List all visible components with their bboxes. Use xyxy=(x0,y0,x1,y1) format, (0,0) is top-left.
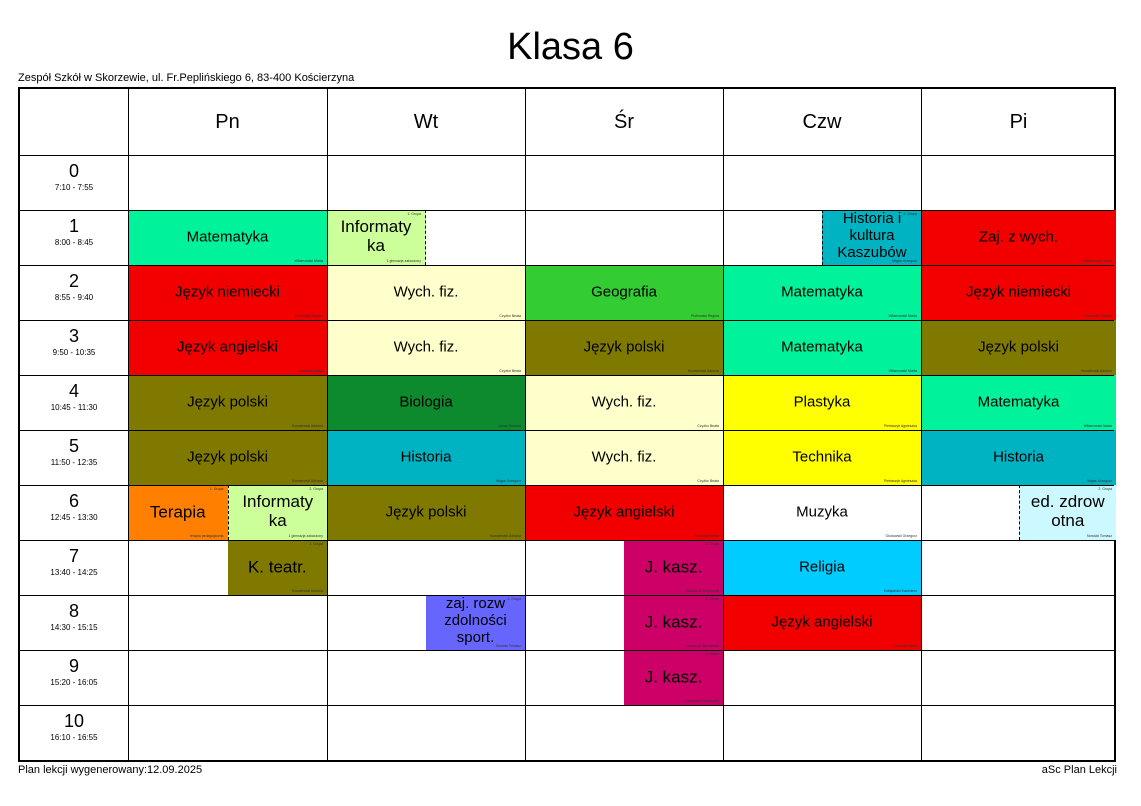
lesson-teacher: Piotrowski Regina xyxy=(690,314,719,318)
lesson-teacher: Kołłątański Kazimierz xyxy=(883,589,917,593)
grid-column-divider xyxy=(921,89,922,760)
lesson-group: 1. Grupa xyxy=(407,212,421,216)
lesson-cell[interactable] xyxy=(228,485,328,540)
lesson-teacher: Pietraszyk Agnieszka xyxy=(883,424,917,428)
lesson-subject: Język polski xyxy=(978,338,1059,356)
lesson-subject: Plastyka xyxy=(793,393,851,411)
grid-row-divider xyxy=(20,650,1114,651)
lesson-subject: Geografia xyxy=(591,283,657,301)
lesson-cell[interactable] xyxy=(624,540,723,595)
period-number: 9 xyxy=(68,656,79,676)
lesson-cell[interactable] xyxy=(624,595,723,650)
lesson-teacher: Kowalewski Adriana xyxy=(291,424,323,428)
period-time: 16:10 - 16:55 xyxy=(50,733,98,742)
lesson-group: 2. Grupa xyxy=(705,597,719,601)
lesson-group: 2. Grupa xyxy=(309,487,323,491)
lesson-cell[interactable] xyxy=(525,265,723,320)
day-header: Pi xyxy=(1009,110,1028,133)
lesson-teacher: Wilamowski Marta xyxy=(1083,424,1112,428)
period-label xyxy=(20,320,128,375)
lesson-subject: Język polski xyxy=(187,448,268,466)
lesson-teacher: Piotrowski Regina xyxy=(1083,314,1112,318)
grid-row-divider xyxy=(20,375,1114,376)
lesson-teacher: Wilamowski Marta xyxy=(888,369,917,373)
lesson-subject: Język polski xyxy=(187,393,268,411)
timetable-grid xyxy=(18,87,1116,762)
period-time: 11:50 - 12:35 xyxy=(50,458,98,467)
lesson-teacher: Czyżko Beata xyxy=(697,424,719,428)
lesson-teacher: Nowicki Tomasz xyxy=(1086,534,1112,538)
period-time: 12:45 - 13:30 xyxy=(50,513,98,522)
lesson-group: 1. Grupa xyxy=(209,487,224,491)
period-label xyxy=(20,430,128,485)
lesson-subject: Muzyka xyxy=(796,503,848,521)
lesson-subject: Zaj. z wych. xyxy=(978,228,1059,246)
grid-column-divider xyxy=(128,89,129,760)
lesson-subject: Język niemiecki xyxy=(965,283,1072,301)
lesson-subject: Wych. fiz. xyxy=(591,393,657,411)
lesson-teacher: Migas Grzegorz xyxy=(1087,479,1112,483)
lesson-subject: Język angielski xyxy=(771,613,873,631)
generator-credit: aSc Plan Lekcji xyxy=(1041,764,1117,776)
grid-row-divider xyxy=(20,595,1114,596)
lesson-group: 2. Grupa xyxy=(705,542,719,546)
lesson-subject: Religia xyxy=(799,558,845,576)
lesson-cell[interactable] xyxy=(426,595,525,650)
lesson-teacher: Kowalewski Adriana xyxy=(489,534,521,538)
lesson-cell[interactable] xyxy=(128,210,327,265)
lesson-teacher: Janas Barbara xyxy=(498,424,521,428)
lesson-teacher: Kowalewski Adriana xyxy=(1080,369,1112,373)
grid-row-divider xyxy=(20,265,1114,266)
lesson-group: 2. Grupa xyxy=(507,597,521,601)
lesson-subject: Matematyka xyxy=(781,338,863,356)
lesson-subject: Język angielski xyxy=(177,338,278,356)
lesson-teacher: terapia pedagogiczna xyxy=(190,534,224,538)
lesson-cell[interactable] xyxy=(723,595,921,650)
lesson-cell[interactable] xyxy=(128,485,228,540)
lesson-cell[interactable] xyxy=(723,485,921,540)
lesson-subject: Matematyka xyxy=(977,393,1060,411)
lesson-cell[interactable] xyxy=(128,265,327,320)
lesson-cell[interactable] xyxy=(327,210,426,265)
period-time: 10:45 - 11:30 xyxy=(50,403,98,412)
lesson-teacher: Kowalewski Adriana xyxy=(687,369,719,373)
lesson-cell[interactable] xyxy=(327,320,525,375)
period-time: 7:10 - 7:55 xyxy=(54,183,94,192)
school-address: Zespół Szkół w Skorzewie, ul. Fr.Peplińskiego 6, 83-400 Kościerzyna xyxy=(18,72,355,84)
lesson-subject: Terapia xyxy=(149,502,206,522)
lesson-teacher: Kowalczyk Bernadeta xyxy=(685,644,719,648)
period-label xyxy=(20,540,128,595)
lesson-subject: J. kasz. xyxy=(644,612,703,632)
lesson-subject: Język angielski xyxy=(573,503,675,521)
lesson-teacher: Czyżko Beata xyxy=(697,479,719,483)
lesson-subject: Historia xyxy=(400,448,452,466)
lesson-cell[interactable] xyxy=(723,430,921,485)
period-number: 10 xyxy=(63,711,85,731)
lesson-teacher: Migas Grzegorz xyxy=(496,479,521,483)
lesson-teacher: Kowalski Marta xyxy=(695,534,719,538)
lesson-group: 2. Grupa xyxy=(705,652,719,656)
lesson-teacher: Czyżko Beata xyxy=(499,369,521,373)
lesson-teacher: 1 gimnazja zakaczony xyxy=(288,534,323,538)
day-header: Śr xyxy=(614,110,634,133)
lesson-subject: Informaty ka xyxy=(242,491,314,530)
lesson-teacher: Wilamowski Marta xyxy=(888,314,917,318)
grid-row-divider xyxy=(20,210,1114,211)
lesson-cell[interactable] xyxy=(128,375,327,430)
period-label xyxy=(20,595,128,650)
lesson-cell[interactable] xyxy=(327,485,525,540)
lesson-teacher: Kowalewski Adriana xyxy=(291,589,323,593)
lesson-cell[interactable] xyxy=(723,265,921,320)
lesson-cell[interactable] xyxy=(921,320,1116,375)
lesson-teacher: Kowalski Marta xyxy=(893,644,917,648)
lesson-subject: Wych. fiz. xyxy=(393,283,459,301)
period-number: 0 xyxy=(68,161,79,181)
lesson-teacher: 1 gimnazja zakaczony xyxy=(386,259,421,263)
lesson-subject: Język polski xyxy=(385,503,467,521)
day-header: Wt xyxy=(413,110,439,133)
lesson-subject: ed. zdrow otna xyxy=(1030,491,1105,530)
lesson-cell[interactable] xyxy=(525,485,723,540)
period-label xyxy=(20,375,128,430)
period-number: 2 xyxy=(68,271,79,291)
period-number: 8 xyxy=(68,601,79,621)
lesson-subject: J. kasz. xyxy=(644,557,703,577)
grid-row-divider xyxy=(20,430,1114,431)
grid-column-divider xyxy=(723,89,724,760)
lesson-subject: Język niemiecki xyxy=(174,283,281,301)
period-time: 15:20 - 16:05 xyxy=(50,678,98,687)
lesson-cell[interactable] xyxy=(723,375,921,430)
period-label xyxy=(20,265,128,320)
lesson-subject: J. kasz. xyxy=(644,667,703,687)
lesson-group: 2. Grupa xyxy=(1098,487,1112,491)
lesson-teacher: Wilamowski Marta xyxy=(294,259,323,263)
lesson-teacher: Kowalczyk Bernadeta xyxy=(685,589,719,593)
lesson-subject: Historia i kultura Kaszubów xyxy=(837,210,907,261)
lesson-cell[interactable] xyxy=(525,375,723,430)
lesson-teacher: Nowicki Tomasz xyxy=(495,644,521,648)
lesson-cell[interactable] xyxy=(624,650,723,705)
lesson-group: 2. Grupa xyxy=(309,542,323,546)
grid-column-divider xyxy=(327,89,328,760)
period-time: 8:00 - 8:45 xyxy=(54,238,94,247)
lesson-cell[interactable] xyxy=(822,210,921,265)
lesson-teacher: Pietraszyk Agnieszka xyxy=(883,479,917,483)
period-number: 6 xyxy=(68,491,79,511)
period-number: 1 xyxy=(68,216,79,236)
lesson-cell[interactable] xyxy=(128,430,327,485)
lesson-subject: Technika xyxy=(792,448,852,466)
lesson-cell[interactable] xyxy=(1019,485,1117,540)
period-time: 9:50 - 10:35 xyxy=(52,348,96,357)
lesson-subject: Historia xyxy=(993,448,1044,466)
lesson-subject: Język polski xyxy=(583,338,665,356)
lesson-cell[interactable] xyxy=(723,540,921,595)
grid-row-divider xyxy=(20,320,1114,321)
lesson-subject: K. teatr. xyxy=(247,557,307,577)
lesson-cell[interactable] xyxy=(128,320,327,375)
period-time: 13:40 - 14:25 xyxy=(50,568,98,577)
lesson-teacher: Migas Grzegorz xyxy=(892,259,917,263)
period-label xyxy=(20,485,128,540)
grid-column-divider xyxy=(525,89,526,760)
lesson-subject: Wych. fiz. xyxy=(591,448,657,466)
lesson-teacher: Kowalczyk Bernadeta xyxy=(685,699,719,703)
lesson-teacher: Kowalewski Adriana xyxy=(291,479,323,483)
lesson-cell[interactable] xyxy=(921,375,1116,430)
lesson-teacher: Kowalski Marta xyxy=(299,369,323,373)
lesson-teacher: Wilamowski Marta xyxy=(1083,259,1112,263)
lesson-subject: Wych. fiz. xyxy=(393,338,459,356)
lesson-subject: Informaty ka xyxy=(340,216,412,255)
generated-date: Plan lekcji wygenerowany:12.09.2025 xyxy=(18,764,203,776)
lesson-cell[interactable] xyxy=(327,375,525,430)
lesson-cell[interactable] xyxy=(327,265,525,320)
lesson-cell[interactable] xyxy=(228,540,328,595)
period-time: 14:30 - 15:15 xyxy=(50,623,98,632)
lesson-subject: Biologia xyxy=(399,393,453,411)
lesson-cell[interactable] xyxy=(525,430,723,485)
lesson-subject: Matematyka xyxy=(781,283,863,301)
period-label xyxy=(20,155,128,210)
lesson-subject: zaj. rozw zdolności sport. xyxy=(444,595,507,646)
day-header: Czw xyxy=(802,110,842,133)
lesson-teacher: Głodowski Grzegorz xyxy=(885,534,917,538)
period-label xyxy=(20,210,128,265)
lesson-cell[interactable] xyxy=(327,430,525,485)
period-number: 7 xyxy=(68,546,79,566)
period-label xyxy=(20,705,128,760)
lesson-cell[interactable] xyxy=(525,320,723,375)
day-header: Pn xyxy=(215,110,240,133)
grid-row-divider xyxy=(20,705,1114,706)
lesson-cell[interactable] xyxy=(921,430,1116,485)
page-title: Klasa 6 xyxy=(507,26,634,68)
period-number: 4 xyxy=(68,381,79,401)
grid-row-divider xyxy=(20,540,1114,541)
grid-row-divider xyxy=(20,485,1114,486)
lesson-group: 2. Grupa xyxy=(903,212,917,216)
grid-row-divider xyxy=(20,155,1114,156)
period-label xyxy=(20,650,128,705)
period-time: 8:55 - 9:40 xyxy=(54,293,94,302)
lesson-subject: Matematyka xyxy=(186,228,269,246)
period-number: 3 xyxy=(68,326,79,346)
lesson-cell[interactable] xyxy=(723,320,921,375)
lesson-cell[interactable] xyxy=(921,210,1116,265)
lesson-cell[interactable] xyxy=(921,265,1116,320)
lesson-teacher: Piotrowski Regina xyxy=(294,314,323,318)
period-number: 5 xyxy=(68,436,79,456)
lesson-teacher: Czyżko Beata xyxy=(499,314,521,318)
